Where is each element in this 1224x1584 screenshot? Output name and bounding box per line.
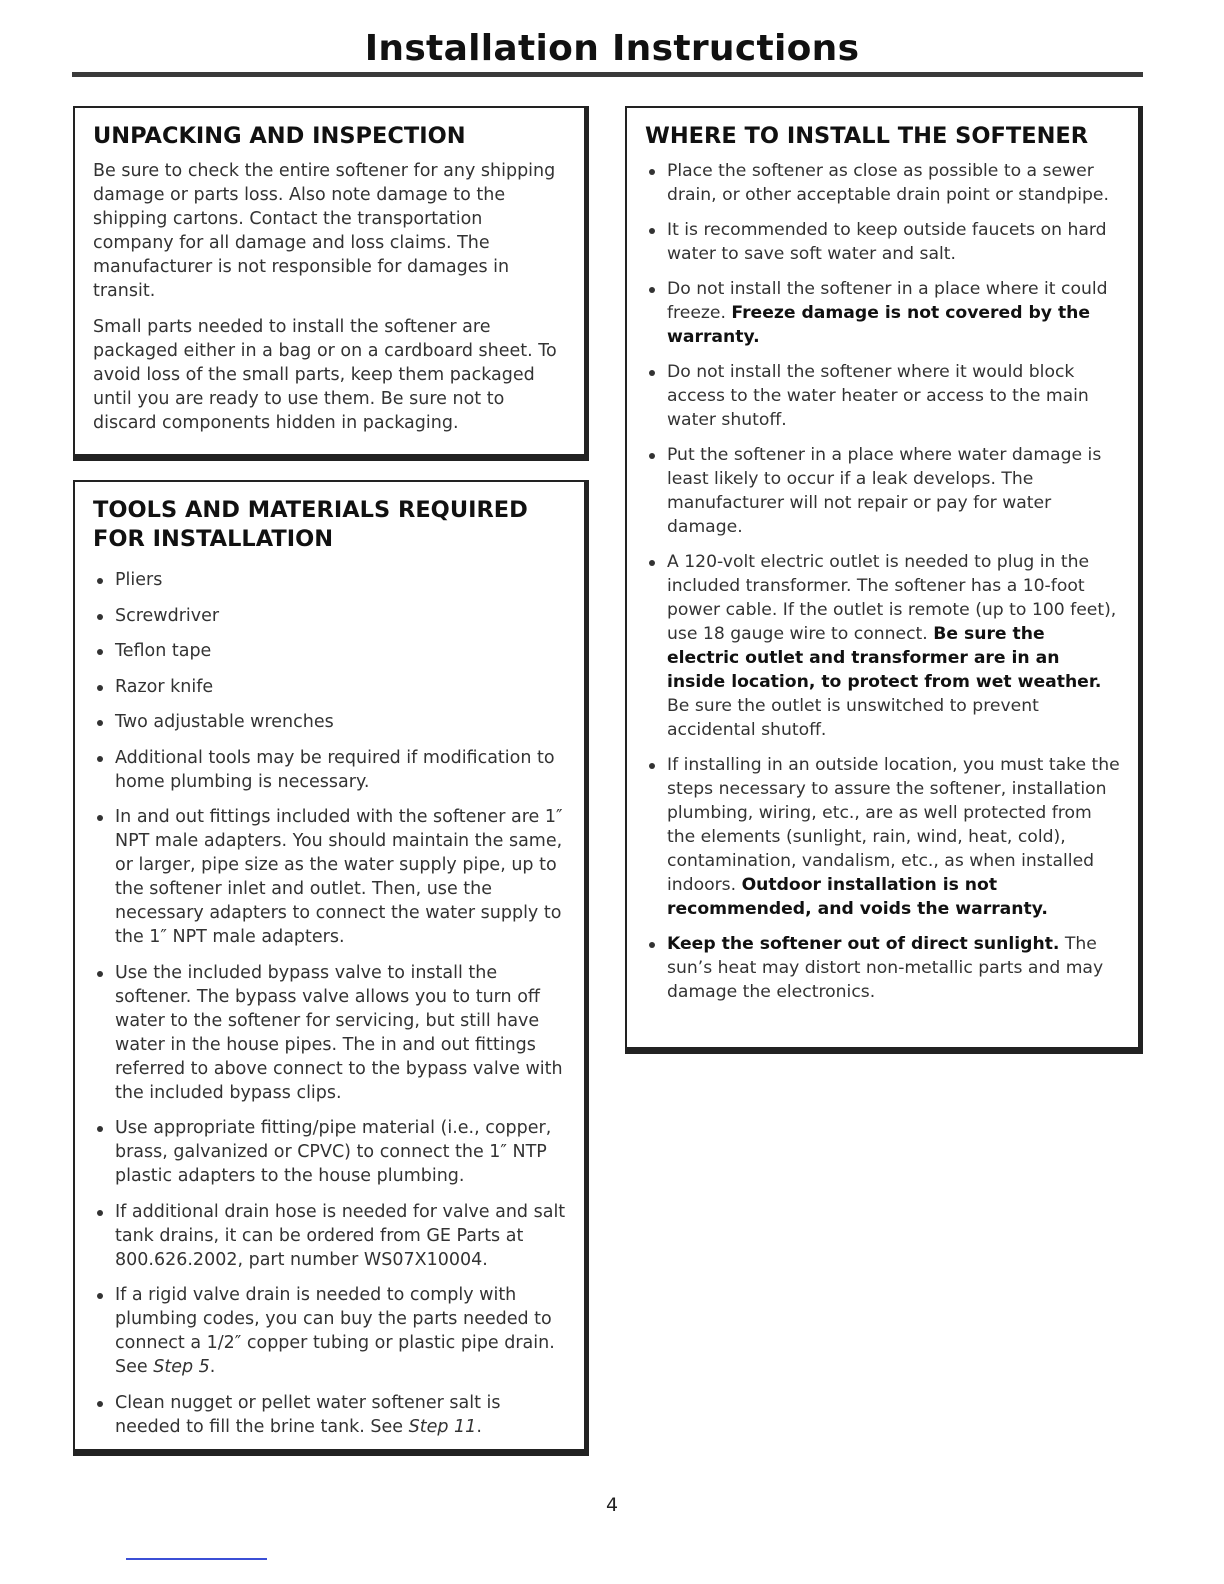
tools-item: If additional drain hose is needed for valve and salt tank drains, it can be ordered from GE Parts at 800.626.2002, part number WS07X10004. — [93, 1200, 566, 1272]
where-item-emphasis: Be sure the electric outlet and transformer are in an inside location, to protect from wet weather. — [667, 624, 1102, 692]
where-item-text: If installing in an outside location, you must take the steps necessary to assure the softener, installation plumbing, wiring, etc., are as well protected from the elements (sunlight, rain, wind, heat, cold), contamination, vandalism, etc., as when installed indoors. — [667, 755, 1120, 895]
tools-item-rigid-drain — [93, 1283, 566, 1379]
where-item — [645, 550, 1120, 742]
where-section — [625, 106, 1143, 1054]
tools-item-text: Clean nugget or pellet water softener salt is needed to fill the brine tank. See — [115, 1392, 501, 1437]
where-list — [645, 159, 1120, 1004]
tools-heading: TOOLS AND MATERIALS REQUIRED FOR INSTALLATION — [93, 497, 528, 552]
tools-item: Additional tools may be required if modification to home plumbing is necessary. — [93, 746, 566, 794]
where-item — [645, 932, 1120, 1004]
where-item-emphasis: Keep the softener out of direct sunlight. — [667, 934, 1060, 954]
where-item-emphasis: Freeze damage is not covered by the warranty. — [667, 303, 1091, 347]
footer-line — [126, 1558, 267, 1560]
step-reference: Step 5 — [153, 1357, 210, 1377]
unpacking-section — [73, 106, 589, 461]
tools-item: In and out fittings included with the softener are 1″ NPT male adapters. You should maintain the same, or larger, pipe size as the water supply pipe, up to the softener inlet and outlet. Then, use the necessary adapters to connect the water supply to the 1″ NPT male adapters. — [93, 805, 566, 949]
tools-item: Two adjustable wrenches — [93, 710, 566, 734]
tools-section — [73, 480, 589, 1456]
tools-item: Pliers — [93, 568, 566, 592]
where-item: Put the softener in a place where water damage is least likely to occur if a leak develops. The manufacturer will not repair or pay for water damage. — [645, 443, 1120, 539]
where-item-emphasis: Outdoor installation is not recommended, and voids the warranty. — [667, 875, 1048, 919]
where-heading: WHERE TO INSTALL THE SOFTENER — [645, 123, 1089, 149]
tools-item-end: . — [476, 1416, 482, 1437]
tools-item-text: If a rigid valve drain is needed to comply with plumbing codes, you can buy the parts needed to connect a 1/2″ copper tubing or plastic pipe drain. See — [115, 1285, 555, 1377]
where-item — [645, 753, 1120, 921]
tools-item: Razor knife — [93, 675, 566, 699]
where-item: It is recommended to keep outside faucets on hard water to save soft water and salt. — [645, 218, 1120, 266]
where-item: Do not install the softener where it would block access to the water heater or access to the main water shutoff. — [645, 360, 1120, 432]
step-reference: Step 11 — [408, 1416, 477, 1437]
where-item-text: Do not install the softener in a place where it could freeze. — [667, 279, 1108, 323]
where-item — [645, 277, 1120, 349]
where-item-text: The sun’s heat may distort non-metallic parts and may damage the electronics. — [667, 934, 1104, 1002]
unpacking-paragraph: Small parts needed to install the softener are packaged either in a bag or on a cardboard sheet. To avoid loss of the small parts, keep them packaged until you are ready to use them. Be sure not to discard components hidden in packaging. — [93, 317, 557, 433]
unpacking-paragraph: Be sure to check the entire softener for any shipping damage or parts loss. Also note damage to the shipping cartons. Contact the transportation company for all damage and loss claims. The manufacturer is not responsible for damages in transit. — [93, 161, 556, 301]
unpacking-heading: UNPACKING AND INSPECTION — [93, 123, 466, 149]
tools-item-end: . — [209, 1357, 216, 1377]
where-item: Place the softener as close as possible to a sewer drain, or other acceptable drain point or standpipe. — [645, 159, 1120, 207]
tools-list — [93, 568, 566, 1439]
tools-item: Use the included bypass valve to install the softener. The bypass valve allows you to turn off water to the softener for servicing, but still have water in the house pipes. The in and out fittings referred to above connect to the bypass valve with the included bypass clips. — [93, 961, 566, 1105]
tools-item: Screwdriver — [93, 604, 566, 628]
tools-item: Teflon tape — [93, 639, 566, 663]
page-title: Installation Instructions — [364, 28, 860, 69]
tools-item-salt — [93, 1391, 566, 1439]
title-rule — [72, 72, 1143, 77]
tools-item: Use appropriate fitting/pipe material (i.e., copper, brass, galvanized or CPVC) to connect the 1″ NTP plastic adapters to the house plumbing. — [93, 1116, 566, 1188]
where-item-end: Be sure the outlet is unswitched to prevent accidental shutoff. — [667, 696, 1039, 740]
page-number: 4 — [605, 1494, 619, 1516]
where-item-text: A 120-volt electric outlet is needed to plug in the included transformer. The softener has a 10-foot power cable. If the outlet is remote (up to 100 feet), use 18 gauge wire to connect. — [667, 552, 1117, 644]
